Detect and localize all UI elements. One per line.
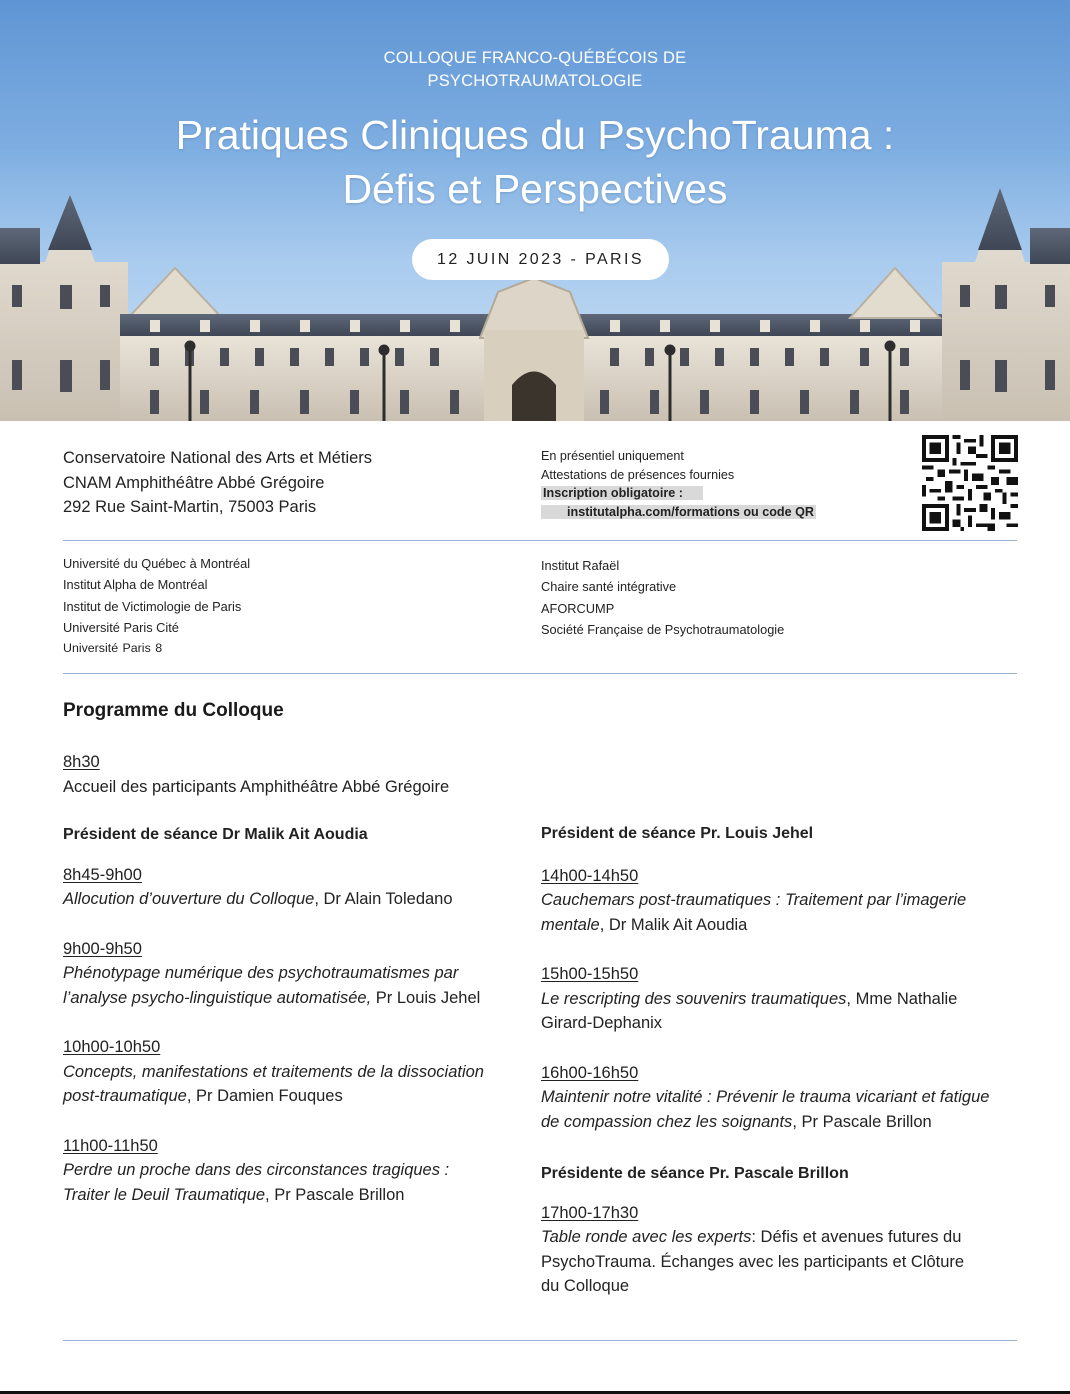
event-date-badge: 12 JUIN 2023 - PARIS xyxy=(412,239,669,280)
session-speaker: : Défis et avenues futures du PsychoTrauma. Échanges avec les participants et Clôture du Colloque xyxy=(541,1228,965,1295)
programme-title: Programme du Colloque xyxy=(63,700,284,721)
registration-required-label: Inscription obligatoire : xyxy=(543,486,683,500)
session-chair: Président de séance Dr Malik Ait Aoudia xyxy=(63,826,368,843)
session-welcome xyxy=(63,750,513,799)
session-title: Concepts, manifestations et traitements de la dissociation post-traumatique xyxy=(63,1062,484,1105)
session-chair: Président de séance Pr. Louis Jehel xyxy=(541,825,814,842)
session-title: Cauchemars post-traumatiques : Traitement par l’imagerie mentale xyxy=(541,891,967,934)
event-title xyxy=(0,108,1070,216)
session-speaker: , Dr Alain Toledano xyxy=(314,890,453,908)
session-item xyxy=(63,863,513,912)
partners-right-list xyxy=(541,555,784,640)
partner-item: AFORCUMP xyxy=(541,600,615,616)
session-item xyxy=(63,1134,513,1208)
programme-right-column xyxy=(541,822,1011,1299)
session-item xyxy=(63,937,513,1011)
partner-item: Société Française de Psychotraumatologie xyxy=(541,621,785,637)
session-time: 9h00-9h50 xyxy=(63,939,142,958)
title-line-2: Défis et Perspectives xyxy=(342,166,728,212)
session-speaker: , Mme Nathalie Girard-Dephanix xyxy=(541,989,958,1032)
session-time: 16h00-16h50 xyxy=(541,1063,639,1082)
session-title: Phénotypage numérique des psychotraumatismes par l’analyse psycho-linguistique automatisée, xyxy=(63,964,459,1007)
session-chair: Présidente de séance Pr. Pascale Brillon xyxy=(541,1165,849,1182)
session-item xyxy=(63,1035,513,1109)
session-time: 14h00-14h50 xyxy=(541,866,639,885)
partner-item: Institut Rafaël xyxy=(541,558,620,573)
qr-code-icon[interactable] xyxy=(921,435,1019,531)
registration-line-2: Attestations de présences fournies xyxy=(541,467,735,482)
session-time: 8h30 xyxy=(63,753,100,771)
session-time: 15h00-15h50 xyxy=(541,965,639,983)
divider-2 xyxy=(63,673,1017,674)
partners-left-list xyxy=(63,553,250,659)
session-speaker: , Pr Pascale Brillon xyxy=(265,1185,405,1204)
session-title: Maintenir notre vitalité : Prévenir le trauma vicariant et fatigue de compassion chez les soignants xyxy=(541,1088,990,1131)
session-speaker: Pr Louis Jehel xyxy=(371,988,481,1007)
divider-footer xyxy=(63,1340,1017,1341)
session-title: Perdre un proche dans des circonstances tragiques : Traiter le Deuil Traumatique xyxy=(63,1161,450,1204)
session-time: 8h45-9h00 xyxy=(63,865,142,884)
session-speaker: , Dr Malik Ait Aoudia xyxy=(599,915,748,934)
subtitle-line-2: PSYCHOTRAUMATOLOGIE xyxy=(427,72,643,90)
venue-line-3: 292 Rue Saint-Martin, 75003 Paris xyxy=(63,498,317,516)
registration-link[interactable]: institutalpha.com/formations ou code QR xyxy=(541,505,816,519)
hero-banner xyxy=(0,0,1070,421)
registration-line-1: En présentiel uniquement xyxy=(541,449,684,463)
title-line-1: Pratiques Cliniques du PsychoTrauma : xyxy=(175,112,895,158)
venue-address xyxy=(63,446,372,520)
registration-info xyxy=(541,447,816,521)
session-time: 10h00-10h50 xyxy=(63,1038,161,1056)
session-title: Table ronde avec les experts xyxy=(541,1228,752,1246)
session-item xyxy=(541,962,1011,1036)
venue-line-1: Conservatoire National des Arts et Métiers xyxy=(63,449,373,467)
session-item xyxy=(541,864,1011,938)
partner-item: Université Paris 8 xyxy=(63,641,163,656)
session-time: 17h00-17h30 xyxy=(541,1203,639,1222)
programme-left-column xyxy=(63,750,513,1207)
partner-item: Institut de Victimologie de Paris xyxy=(63,598,242,614)
session-speaker: , Pr Pascale Brillon xyxy=(792,1112,932,1131)
session-time: 11h00-11h50 xyxy=(63,1136,158,1155)
session-title: Allocution d’ouverture du Colloque xyxy=(63,890,315,908)
session-item xyxy=(541,1201,1011,1299)
session-item xyxy=(541,1061,1011,1135)
divider-1 xyxy=(63,540,1017,541)
partner-item: Chaire santé intégrative xyxy=(541,579,677,595)
session-description: Accueil des participants Amphithéâtre Abbé Grégoire xyxy=(63,777,450,796)
partner-item: Université Paris Cité xyxy=(63,619,179,635)
session-title: Le rescripting des souvenirs traumatiques xyxy=(541,989,847,1008)
subtitle-line-1: COLLOQUE FRANCO-QUÉBÉCOIS DE xyxy=(383,49,687,67)
partner-item: Institut Alpha de Montréal xyxy=(63,577,208,593)
venue-line-2: CNAM Amphithéâtre Abbé Grégoire xyxy=(63,473,325,492)
event-subtitle xyxy=(0,47,1070,93)
session-speaker: , Pr Damien Fouques xyxy=(186,1087,343,1105)
partner-item: Université du Québec à Montréal xyxy=(63,556,251,571)
